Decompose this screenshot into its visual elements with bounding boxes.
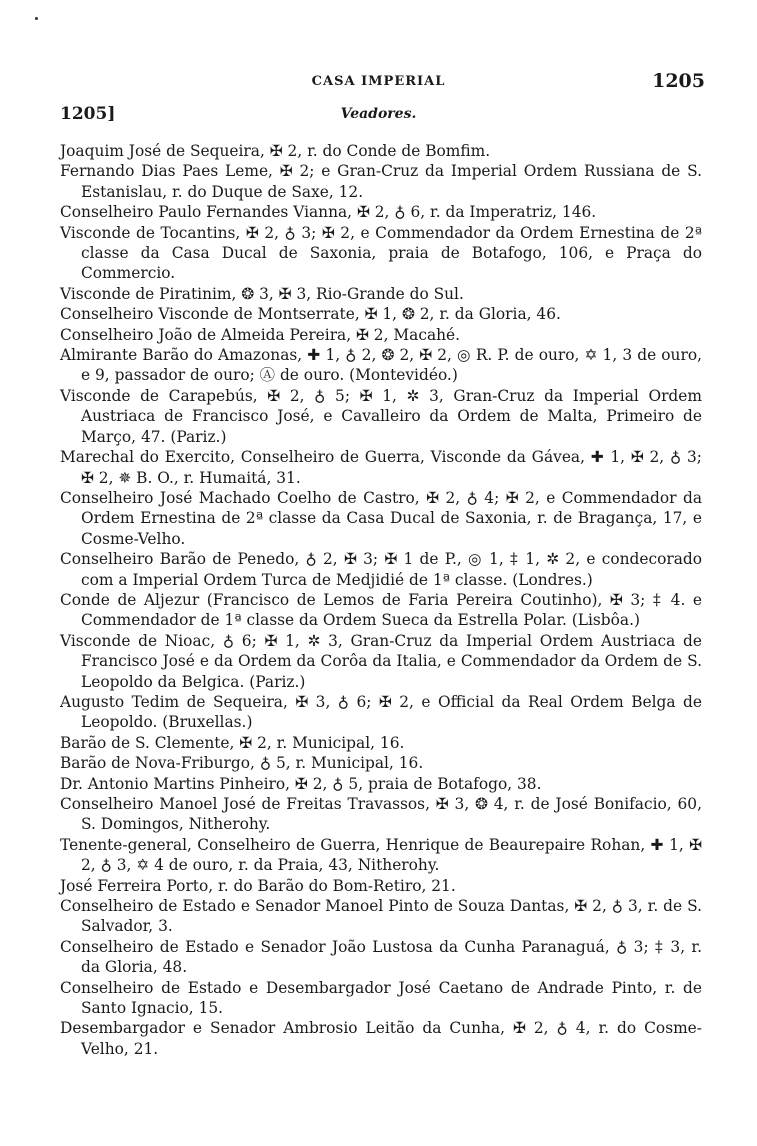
entry: Desembargador e Senador Ambrosio Leitão da Cunha, ✠ 2, ♁ 4, r. do Cosme-Velho, 21.: [60, 1019, 702, 1058]
entry: Marechal do Exercito, Conselheiro de Guerra, Visconde da Gávea, ✚ 1, ✠ 2, ♁ 3; ✠ 2, ✵ B. O., r. Humaitá, 31.: [60, 448, 702, 487]
entry: Barão de Nova-Friburgo, ♁ 5, r. Municipal, 16.: [60, 754, 424, 773]
entry: Conselheiro de Estado e Desembargador José Caetano de Andrade Pinto, r. de Santo Ignacio, 15.: [60, 978, 702, 1018]
entry: Conselheiro de Estado e Senador Manoel Pinto de Souza Dantas, ✠ 2, ♁ 3, r. de S. Salvador, 3.: [60, 897, 702, 936]
entry: Joaquim José de Sequeira, ✠ 2, r. do Conde de Bomfim.: [60, 142, 491, 160]
entry: Visconde de Carapebús, ✠ 2, ♁ 5; ✠ 1, ✲ 3, Gran-Cruz da Imperial Ordem Austriaca de Francisco José, e Cavalleiro da Ordem de Malta, Primeiro de Março, 47. (Pariz.): [60, 386, 702, 446]
page-number: 1205: [652, 70, 705, 92]
entry: Conselheiro João de Almeida Pereira, ✠ 2, Macahé.: [60, 325, 461, 344]
entry: Conde de Aljezur (Francisco de Lemos de Faria Pereira Coutinho), ✠ 3; ‡ 4. e Commendador de 1ª classe da Ordem Sueca da Estrella Polar. (Lisbôa.): [60, 590, 702, 630]
section-head: [0, 104, 757, 130]
entry: Conselheiro José Machado Coelho de Castro, ✠ 2, ♁ 4; ✠ 2, e Commendador da Ordem Ernestina de 2ª classe da Casa Ducal de Saxonia, r. de Bragança, 17, e Cosme-Velho.: [60, 488, 702, 548]
running-head: [0, 70, 757, 98]
entry-list: [60, 141, 702, 1059]
entry: José Ferreira Porto, r. do Barão do Bom-Retiro, 21.: [60, 876, 456, 895]
entry: Visconde de Piratinim, ❂ 3, ✠ 3, Rio-Grande do Sul.: [60, 284, 464, 303]
entry: Conselheiro Barão de Penedo, ♁ 2, ✠ 3; ✠ 1 de P., ◎ 1, ‡ 1, ✲ 2, e condecorado com a Imperial Ordem Turca de Medjidié de 1ª classe. (Londres.): [60, 550, 702, 589]
entry: Fernando Dias Paes Leme, ✠ 2; e Gran-Cruz da Imperial Ordem Russiana de S. Estanislau, r. do Duque de Saxe, 12.: [60, 162, 702, 201]
entry: Conselheiro de Estado e Senador João Lustosa da Cunha Paranaguá, ♁ 3; ‡ 3, r. da Gloria, 48.: [60, 937, 702, 977]
entry: Visconde de Tocantins, ✠ 2, ♁ 3; ✠ 2, e Commendador da Ordem Ernestina de 2ª classe da Casa Ducal de Saxonia, praia de Botafogo, 106, e Praça do Commercio.: [60, 223, 702, 283]
entry: Conselheiro Visconde de Montserrate, ✠ 1, ❂ 2, r. da Gloria, 46.: [60, 305, 561, 324]
entry: Barão de S. Clemente, ✠ 2, r. Municipal, 16.: [60, 733, 405, 752]
entry: Dr. Antonio Martins Pinheiro, ✠ 2, ♁ 5, praia de Botafogo, 38.: [60, 774, 542, 793]
entry: Tenente-general, Conselheiro de Guerra, Henrique de Beaurepaire Rohan, ✚ 1, ✠ 2, ♁ 3, ✡ 4 de ouro, r. da Praia, 43, Nitherohy.: [60, 835, 702, 875]
entry: Augusto Tedim de Sequeira, ✠ 3, ♁ 6; ✠ 2, e Official da Real Ordem Belga de Leopoldo. (Bruxellas.): [60, 692, 702, 732]
section-title: Veadores.: [340, 106, 417, 122]
running-title: CASA IMPERIAL: [311, 74, 446, 89]
print-speck: [35, 17, 38, 20]
entry: Conselheiro Paulo Fernandes Vianna, ✠ 2, ♁ 6, r. da Imperatriz, 146.: [60, 203, 597, 222]
entry: Conselheiro Manoel José de Freitas Travassos, ✠ 3, ❂ 4, r. de José Bonifacio, 60, S. Domingos, Nitherohy.: [60, 795, 702, 834]
section-number: 1205]: [60, 104, 116, 124]
entry: Visconde de Nioac, ♁ 6; ✠ 1, ✲ 3, Gran-Cruz da Imperial Ordem Austriaca de Francisco José e da Ordem da Corôa da Italia, e Commendador da Ordem de S. Leopoldo da Belgica. (Pariz.): [60, 631, 702, 691]
entry: Almirante Barão do Amazonas, ✚ 1, ♁ 2, ❂ 2, ✠ 2, ◎ R. P. de ouro, ✡ 1, 3 de ouro, e 9, passador de ouro; Ⓐ de ouro. (Montevidéo.): [60, 346, 702, 385]
